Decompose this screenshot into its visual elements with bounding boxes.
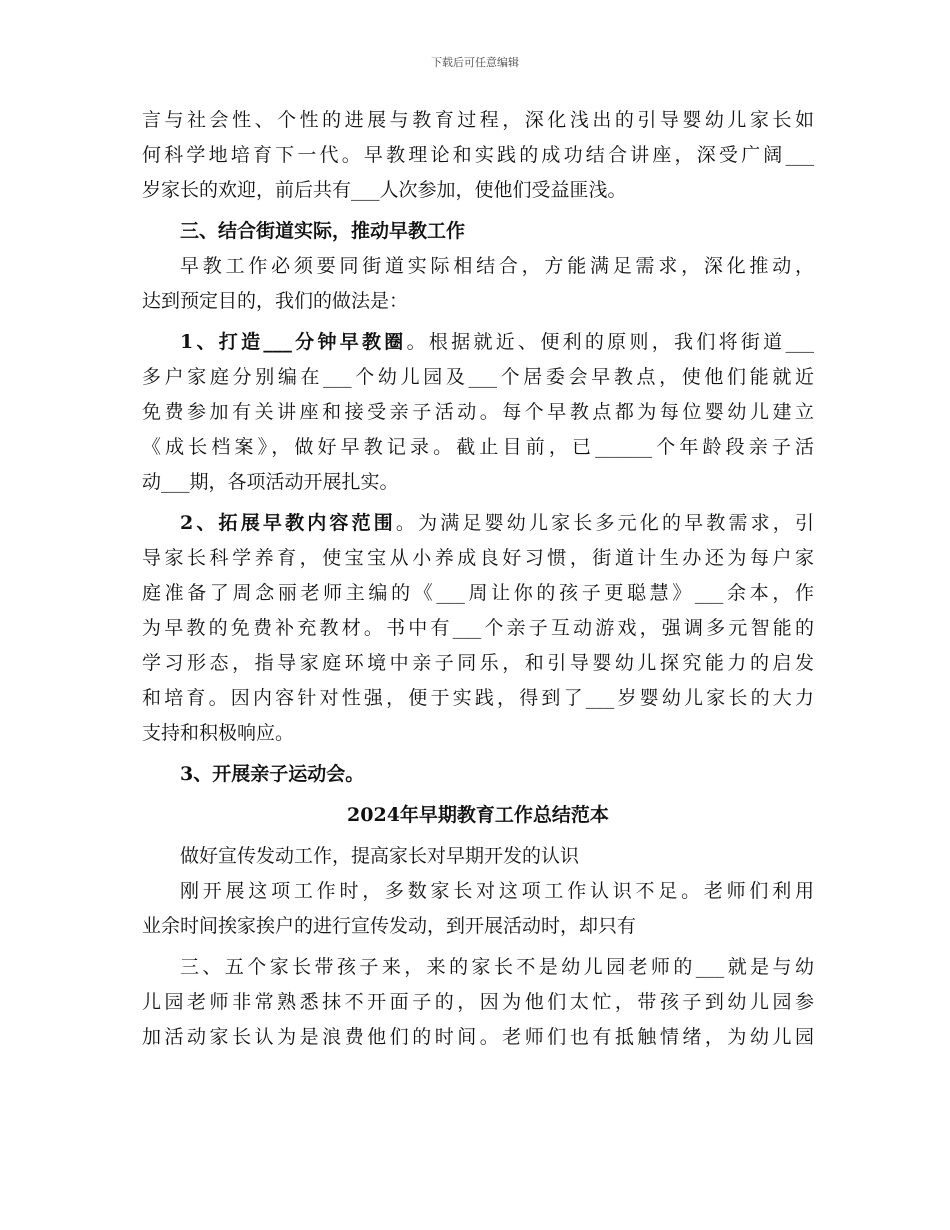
line-text: 三、五个家长带孩子来，来的家长不是幼儿园老师的___就是与幼 — [180, 956, 814, 978]
text-line — [142, 909, 814, 944]
document-body — [142, 103, 814, 1055]
line-text: 刚开展这项工作时，多数家长对这项工作认识不足。老师们利用 — [180, 880, 814, 902]
line-text: 三、结合街道实际，推动早教工作 — [180, 220, 466, 242]
line-text: 导家长科学养育，使宝宝从小养成良好习惯，街道计生办还为每户家 — [142, 547, 814, 569]
text-line — [142, 985, 814, 1020]
line-text: 学习形态，指导家庭环境中亲子同乐，和引导婴幼儿探究能力的启发 — [142, 652, 814, 674]
line-text: 岁家长的欢迎，前后共有___人次参加，使他们受益匪浅。 — [142, 179, 627, 201]
line-text: 。为满足婴幼儿家长多元化的早教需求，引 — [395, 512, 814, 534]
line-text: 支持和积极响应。 — [142, 722, 295, 744]
line-text: 庭准备了周念丽老师主编的《___周让你的孩子更聪慧》___余本，作 — [142, 582, 814, 604]
text-line — [142, 325, 814, 360]
text-line — [142, 611, 814, 646]
text-line — [142, 395, 814, 430]
text-line — [142, 681, 814, 716]
line-text: 加活动家长认为是浪费他们的时间。老师们也有抵触情绪，为幼儿园 — [142, 1026, 814, 1048]
text-line — [142, 506, 814, 541]
text-line — [142, 576, 814, 611]
text-line — [142, 950, 814, 985]
line-text: 2024年早期教育工作总结范本 — [347, 804, 609, 826]
line-text: 何科学地培育下一代。早教理论和实践的成功结合讲座，深受广阔___ — [142, 144, 814, 166]
text-line — [142, 360, 814, 395]
text-line — [142, 874, 814, 909]
text-line — [142, 1020, 814, 1055]
line-text: 动___期，各项活动开展扎实。 — [142, 471, 399, 493]
text-line — [142, 716, 814, 751]
text-line — [142, 173, 814, 208]
text-line — [142, 465, 814, 500]
line-text: 做好宣传发动工作，提高家长对早期开发的认识 — [180, 845, 580, 867]
line-text: 多户家庭分别编在___个幼儿园及___个居委会早教点，使他们能就近 — [142, 366, 814, 388]
bold-lead-phrase: 2、拓展早教内容范围 — [180, 512, 396, 534]
line-text: 为早教的免费补充教材。书中有___个亲子互动游戏，强调多元智能的 — [142, 617, 814, 639]
document-title — [142, 798, 814, 833]
line-text: 达到预定目的，我们的做法是： — [142, 290, 409, 312]
line-text: 免费参加有关讲座和接受亲子活动。每个早教点都为每位婴幼儿建立 — [142, 401, 814, 423]
page-header: 下载后可任意编辑 — [431, 56, 519, 69]
section-heading — [142, 757, 814, 792]
line-text: 。根据就近、便利的原则，我们将街道___ — [406, 331, 814, 353]
text-line — [142, 138, 814, 173]
line-text: 《成长档案》，做好早教记录。截止目前，已______个年龄段亲子活 — [142, 436, 814, 458]
text-line — [142, 541, 814, 576]
text-line — [142, 839, 814, 874]
line-text: 3、开展亲子运动会。 — [180, 763, 365, 785]
text-line — [142, 249, 814, 284]
line-text: 儿园老师非常熟悉抹不开面子的，因为他们太忙，带孩子到幼儿园参 — [142, 991, 814, 1013]
bold-lead-phrase: 1、打造___分钟早教圈 — [180, 331, 407, 353]
text-line — [142, 646, 814, 681]
text-line — [142, 284, 814, 319]
section-heading — [142, 214, 814, 249]
line-text: 言与社会性、个性的进展与教育过程，深化浅出的引导婴幼儿家长如 — [142, 109, 814, 131]
line-text: 和培育。因内容针对性强，便于实践，得到了___岁婴幼儿家长的大力 — [142, 687, 814, 709]
line-text: 早教工作必须要同街道实际相结合，方能满足需求，深化推动， — [180, 255, 814, 277]
text-line — [142, 430, 814, 465]
text-line — [142, 103, 814, 138]
line-text: 业余时间挨家挨户的进行宣传发动，到开展活动时，却只有 — [142, 915, 637, 937]
